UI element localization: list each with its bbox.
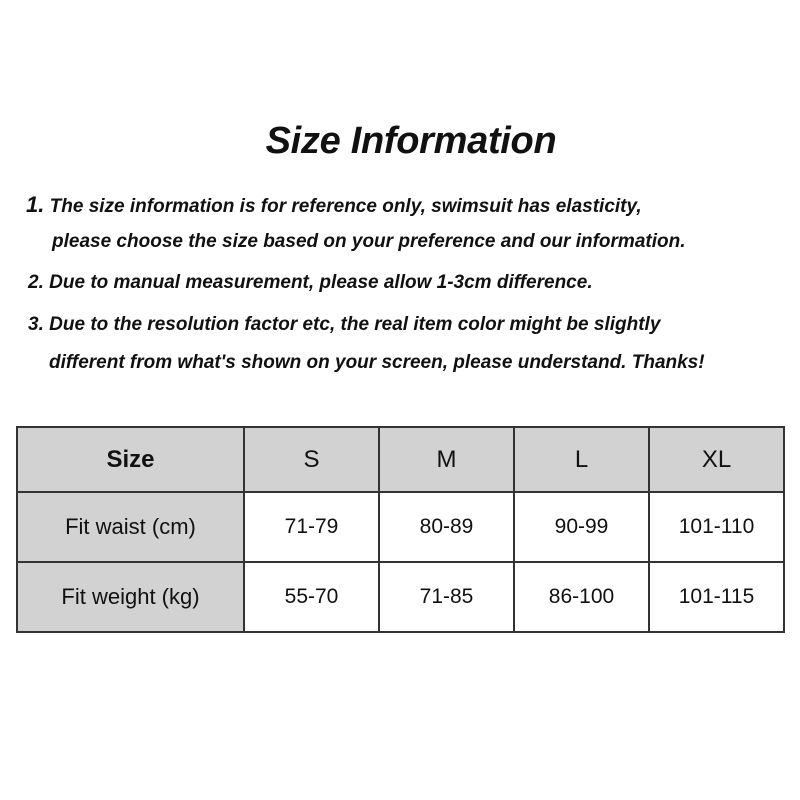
size-chart-table	[16, 426, 785, 633]
header-cell-m: M	[379, 427, 514, 492]
cell-waist-m: 80-89	[379, 492, 514, 562]
row-label-weight: Fit weight (kg)	[17, 562, 244, 632]
page-title: Size Information	[265, 120, 557, 162]
note-1-line-1	[26, 193, 642, 219]
header-cell-xl: XL	[649, 427, 784, 492]
row-label-waist: Fit waist (cm)	[17, 492, 244, 562]
note-2-text: Due to manual measurement, please allow 1-3cm difference.	[49, 272, 593, 293]
cell-weight-m: 71-85	[379, 562, 514, 632]
header-cell-s: S	[244, 427, 379, 492]
note-3-line-2: different from what's shown on your screen, please understand. Thanks!	[49, 352, 705, 373]
note-3-text-1: Due to the resolution factor etc, the real item color might be slightly	[49, 314, 661, 335]
cell-weight-s: 55-70	[244, 562, 379, 632]
cell-waist-s: 71-79	[244, 492, 379, 562]
cell-waist-l: 90-99	[514, 492, 649, 562]
note-1-line-2: please choose the size based on your preference and our information.	[52, 231, 686, 252]
note-1-number: 1.	[26, 192, 45, 217]
note-2-number: 2.	[28, 272, 44, 293]
note-3-line-1	[28, 313, 660, 337]
cell-weight-xl: 101-115	[649, 562, 784, 632]
note-1-text-1: The size information is for reference only, swimsuit has elasticity,	[49, 196, 642, 217]
header-cell-size: Size	[17, 427, 244, 492]
table-row-weight	[17, 562, 784, 632]
table-row-waist	[17, 492, 784, 562]
cell-waist-xl: 101-110	[649, 492, 784, 562]
table-header-row	[17, 427, 784, 492]
cell-weight-l: 86-100	[514, 562, 649, 632]
note-2	[28, 271, 593, 295]
header-cell-l: L	[514, 427, 649, 492]
note-3-number: 3.	[28, 314, 44, 335]
